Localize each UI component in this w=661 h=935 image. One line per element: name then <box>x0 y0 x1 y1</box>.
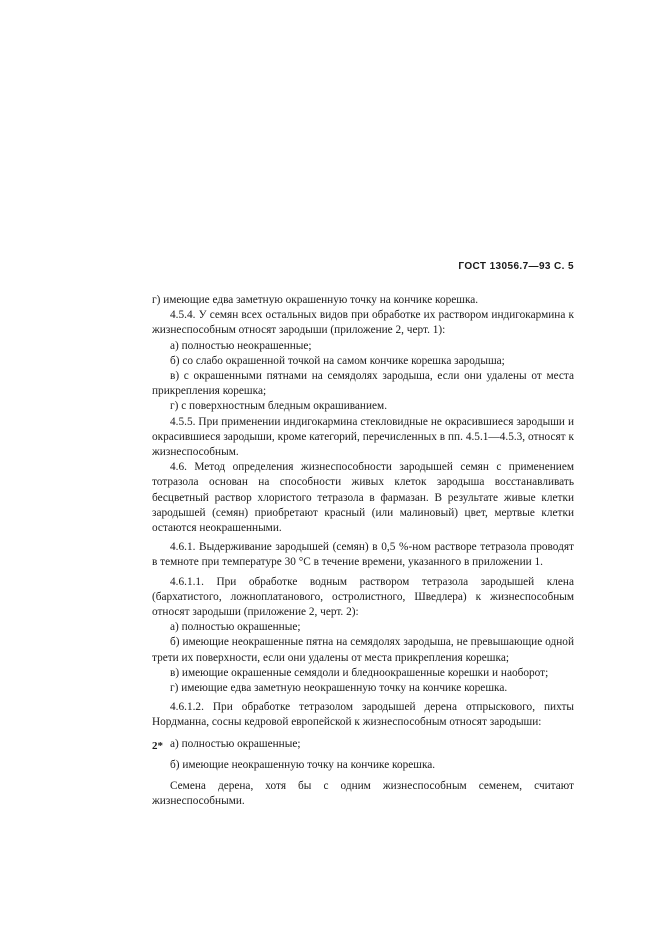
paragraph: а) полностью окрашенные; <box>170 621 301 634</box>
paragraph: г) имеющие едва заметную окрашенную точку на кончике корешка. <box>152 294 479 306</box>
paragraph: г) имеющие едва заметную неокрашенную точку на кончике корешка. <box>170 682 508 695</box>
paragraph: 4.5.4. У семян всех остальных видов при обработке их раствором индигокармина к жизнеспособным относят зародыши (приложение 2, черт. 1): <box>152 309 574 337</box>
paragraph: в) с окрашенными пятнами на семядолях зародыша, если они удалены от места прикрепления корешка; <box>152 370 574 398</box>
paragraph: а) полностью окрашенные; <box>170 737 301 750</box>
paragraph: Семена дерена, хотя бы с одним жизнеспособным семенем, считают жизнеспособными. <box>152 780 574 808</box>
paragraph: 4.6. Метод определения жизнеспособности зародышей семян с применением тотразола основан на способности живых клеток зародыша восстанавливать бесцветный раствор хлористого тетразола в фармазан. В результате живые клетки зародышей (семян) приобретают красный (или малиновый) цвет, мертвые клетки остаются неокрашенными. <box>152 461 574 535</box>
paragraph: а) полностью неокрашенные; <box>170 339 312 352</box>
paragraph: б) имеющие неокрашенные пятна на семядолях зародыша, не превышающие одной трети их поверхности, если они удалены от места прикрепления корешка; <box>152 636 574 664</box>
paragraph: 4.6.1. Выдерживание зародышей (семян) в 0,5 %-ном растворе тетразола проводят в темноте при температуре 30 °С в течение времени, указанного в приложении 1. <box>152 541 574 569</box>
paragraph: б) со слабо окрашенной точкой на самом кончике корешка зародыша; <box>170 354 505 367</box>
paragraph: 4.6.1.2. При обработке тетразолом зародышей дерена отпрыскового, пихты Нордманна, сосны кедровой европейской к жизнеспособным относят зародыши: <box>152 701 574 729</box>
paragraph: 4.6.1.1. При обработке водным раствором тетразола зародышей клена (бархатистого, ложноплатанового, остролистного, Шведлера) к жизнеспособным относят зародыши (приложение 2, черт. 2): <box>152 575 574 619</box>
paragraph: б) имеющие неокрашенную точку на кончике корешка. <box>170 758 436 771</box>
paragraph: 4.5.5. При применении индигокармина стекловидные не окрасившиеся зародыши и окрасившиеся зародыши, кроме категорий, перечисленных в пп. 4.5.1—4.5.3, относят к жизнеспособным. <box>152 415 574 459</box>
page-header: ГОСТ 13056.7—93 С. 5 <box>458 261 574 272</box>
page-footer-mark: 2* <box>152 740 163 752</box>
document-body <box>152 293 574 810</box>
paragraph: в) имеющие окрашенные семядоли и бледноокрашенные корешки и наоборот; <box>170 666 549 679</box>
paragraph: г) с поверхностным бледным окрашиванием. <box>170 400 388 413</box>
